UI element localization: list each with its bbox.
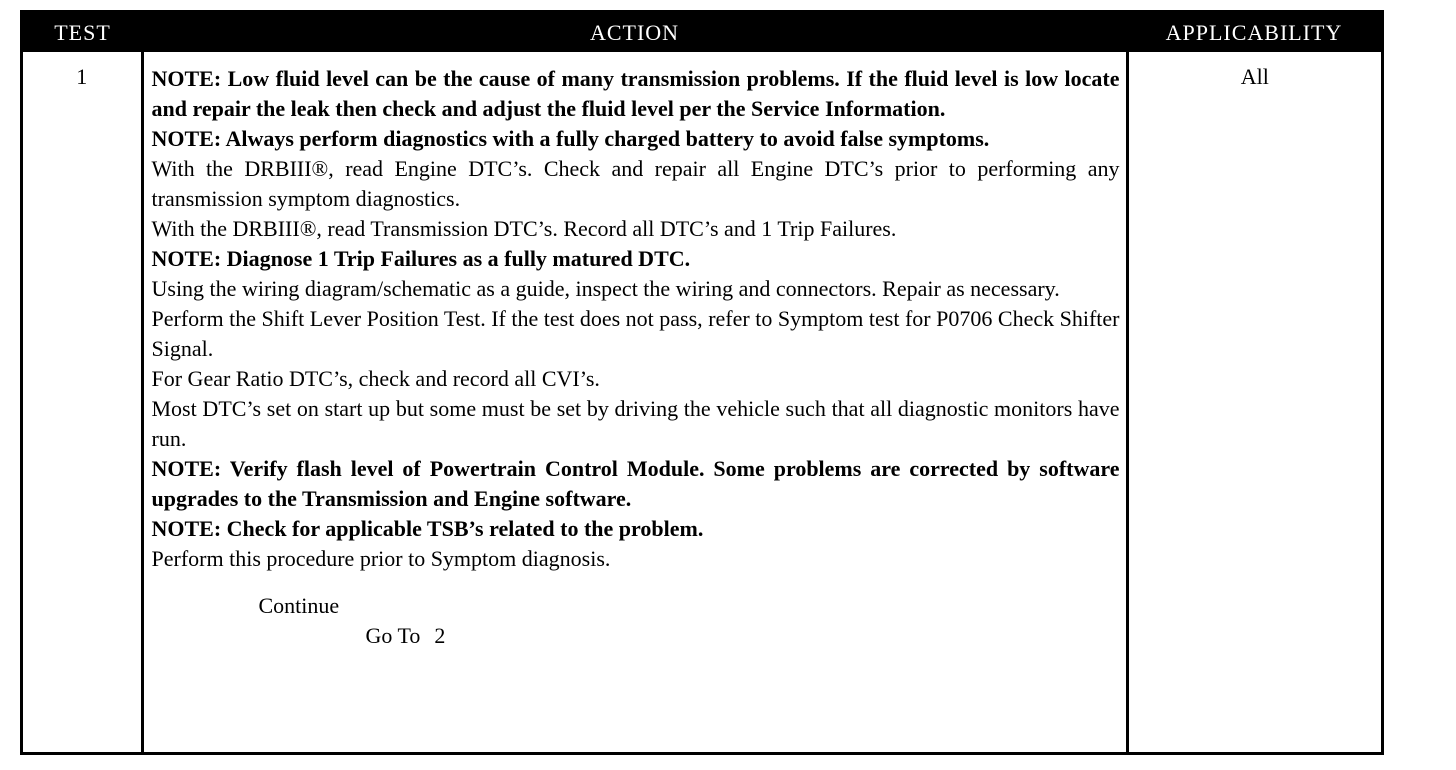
header-applicability: APPLICABILITY	[1127, 13, 1381, 52]
table-row	[23, 52, 1381, 752]
applicability-cell: All	[1127, 52, 1381, 752]
action-cell	[142, 52, 1127, 752]
action-step-engine-dtc: With the DRBIII®, read Engine DTC’s. Check and repair all Engine DTC’s prior to performing any transmission symptom diagnostics.	[151, 156, 1120, 211]
action-step-gear-ratio: For Gear Ratio DTC’s, check and record all CVI’s.	[151, 366, 600, 391]
action-note-flash-level: NOTE: Verify flash level of Powertrain Control Module. Some problems are corrected by software upgrades to the Transmission and Engine software.	[151, 456, 1120, 511]
continue-block	[152, 591, 1120, 651]
action-step-wiring: Using the wiring diagram/schematic as a guide, inspect the wiring and connectors. Repair as necessary.	[151, 276, 1060, 301]
action-note-battery: NOTE: Always perform diagnostics with a fully charged battery to avoid false symptoms.	[151, 126, 990, 151]
goto-label: Go To	[365, 623, 421, 648]
header-action: ACTION	[142, 13, 1127, 52]
continue-label: Continue	[258, 593, 340, 618]
header-test: TEST	[23, 13, 142, 52]
action-note-trip-failures: NOTE: Diagnose 1 Trip Failures as a fully matured DTC.	[151, 246, 691, 271]
goto-line[interactable]	[152, 621, 1120, 651]
action-note-low-fluid: NOTE: Low fluid level can be the cause of many transmission problems. If the fluid level is low locate and repair the leak then check and adjust the fluid level per the Service Information.	[151, 66, 1120, 121]
diagnostic-procedure-table-frame	[20, 10, 1384, 755]
diagnostic-procedure-table	[23, 13, 1381, 752]
action-step-shift-lever: Perform the Shift Lever Position Test. If the test does not pass, refer to Symptom test for P0706 Check Shifter Signal.	[151, 306, 1120, 361]
table-header-row	[23, 13, 1381, 52]
goto-target[interactable]: 2	[434, 623, 446, 648]
action-step-perform-procedure: Perform this procedure prior to Symptom diagnosis.	[151, 546, 611, 571]
action-steps	[152, 64, 1120, 574]
action-note-tsb: NOTE: Check for applicable TSB’s related to the problem.	[151, 516, 704, 541]
action-step-transmission-dtc: With the DRBIII®, read Transmission DTC’s. Record all DTC’s and 1 Trip Failures.	[151, 216, 897, 241]
test-number-cell: 1	[23, 52, 142, 752]
action-step-start-up: Most DTC’s set on start up but some must be set by driving the vehicle such that all diagnostic monitors have run.	[151, 396, 1120, 451]
